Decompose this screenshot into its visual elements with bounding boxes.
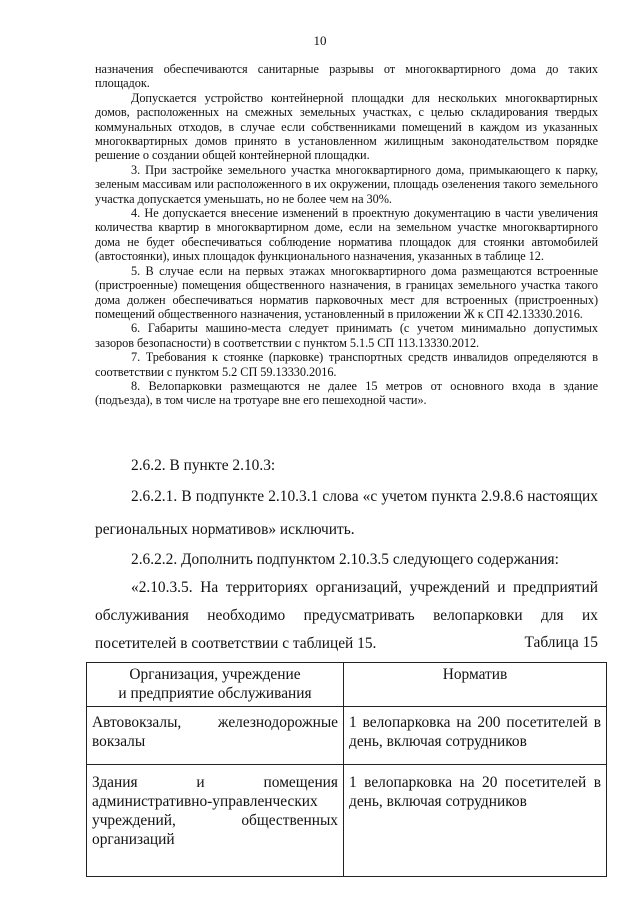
- table-caption: Таблица 15: [524, 634, 598, 651]
- paragraph-2-6-2-1: 2.6.2.1. В подпункте 2.10.3.1 слова «с учетом пункта 2.9.8.6 настоящих региональных нормативов» исключить.: [95, 488, 598, 538]
- regulation-text-small: [95, 62, 598, 408]
- table-header-row: [87, 663, 607, 707]
- cell-organization: Здания и помещения административно-управленческих учреждений, общественных организаций: [87, 765, 344, 877]
- header-organization-line2: и предприятие обслуживания: [118, 685, 312, 702]
- paragraph-item-3: 3. При застройке земельного участка многоквартирного дома, примыкающего к парку, зеленым массивам или расположенного в их окружении, площадь озеленения такого земельного участка допускается уменьшать, но не более чем на 30%.: [95, 162, 598, 206]
- regulation-text-large: [95, 452, 598, 658]
- paragraph-item-4: 4. Не допускается внесение изменений в проектную документацию в части увеличения количества квартир в многоквартирном доме, если на земельном участке многоквартирного дома не будет обеспечиваться соблюдение норматива площадок для стоянки автомобилей (автостоянки), иных площадок функционального назначения, указанных в таблице 12.: [95, 206, 598, 264]
- paragraph-item-8: 8. Велопарковки размещаются не далее 15 метров от основного входа в здание (подъезда), в том числе на тротуаре вне его пешеходной части».: [95, 378, 598, 408]
- table-row: [87, 765, 607, 877]
- header-organization: [87, 663, 344, 707]
- page-number: 10: [313, 33, 327, 48]
- cell-norm: 1 велопарковка на 20 посетителей в день, включая сотрудников: [344, 765, 607, 877]
- cell-organization: Автовокзалы, железнодорожные вокзалы: [87, 707, 344, 765]
- paragraph-sanitary-gaps: назначения обеспечиваются санитарные разрывы от многоквартирного дома до таких площадок.: [95, 62, 598, 91]
- paragraph-item-6: 6. Габариты машино-места следует принимать (с учетом минимально допустимых зазоров безопасности) в соответствии с пунктом 5.1.5 СП 113.13330.2012.: [95, 321, 598, 350]
- cell-norm: 1 велопарковка на 200 посетителей в день, включая сотрудников: [344, 707, 607, 765]
- table-row: [87, 707, 607, 765]
- paragraph-container-site: Допускается устройство контейнерной площадки для нескольких многоквартирных домов, расположенных на смежных земельных участках, с целью складирования твердых коммунальных отходов, в случае если собственниками помещений в каждом из указанных многоквартирных домов принято в установленном жилищным законодательством порядке решение о создании общей контейнерной площадки.: [95, 90, 598, 163]
- header-norm: Норматив: [344, 663, 607, 707]
- paragraph-2-10-3-5: «2.10.3.5. На территориях организаций, учреждений и предприятий обслуживания необходимо предусматривать велопарковки для их посетителей в соответствии с таблицей 15.: [95, 579, 598, 652]
- bike-parking-norms-table: [86, 662, 607, 877]
- paragraph-2-6-2: 2.6.2. В пункте 2.10.3:: [131, 457, 276, 474]
- paragraph-item-5: 5. В случае если на первых этажах многоквартирного дома размещаются встроенные (пристроенные) помещения общественного назначения, в границах земельного участка такого дома должен обеспечиваться норматив парковочных мест для встроенных (пристроенных) помещений общественного назначения, установленный в приложении Ж к СП 42.13330.2016.: [95, 263, 598, 321]
- header-organization-line1: Организация, учреждение: [129, 666, 301, 683]
- paragraph-2-6-2-2: 2.6.2.2. Дополнить подпунктом 2.10.3.5 следующего содержания:: [131, 551, 559, 568]
- paragraph-item-7: 7. Требования к стоянке (парковке) транспортных средств инвалидов определяются в соответствии с пунктом 5.2 СП 59.13330.2016.: [95, 350, 598, 379]
